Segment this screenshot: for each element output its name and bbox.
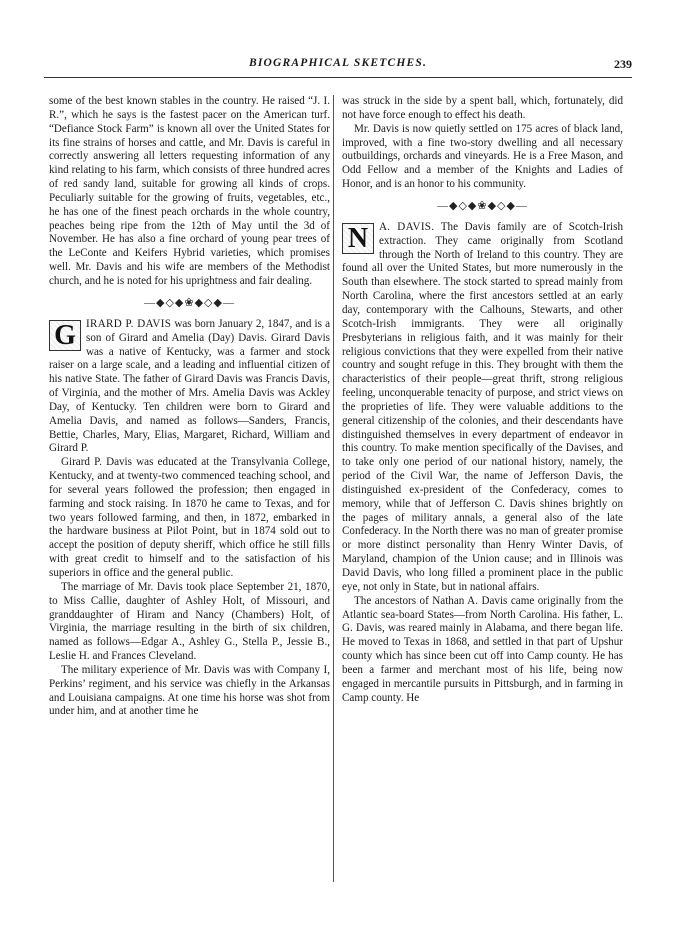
page-header: [44, 57, 632, 77]
girard-lead: IRARD P. DAVIS: [86, 317, 172, 330]
drop-cap-g: G: [49, 320, 81, 351]
left-column: [49, 95, 330, 719]
ornament-glyphs-2: —◆◇◆❀◆◇◆—: [437, 199, 528, 212]
paragraph-girard-education: Girard P. Davis was educated at the Transylvania College, Kentucky, and at twenty-two commenced teaching school, and for several years followed the profession; then engaged in farming and stock raising. In 1870 he came to Texas, and for two years followed farming, and then, in 1872, embarked in the hardware business at Pilot Point, but in 1874 sold out to accept the position of deputy sheriff, which office he still fills with great credit to himself and to the satisfaction of his superiors in office and the general public.: [49, 456, 330, 579]
section-ornament-2: [342, 199, 623, 213]
paragraph-spent-ball: was struck in the side by a spent ball, which, fortunately, did not have force enough to effect his death.: [342, 95, 623, 121]
nathan-intro-text: The Davis family are of Scotch-Irish extraction. They came originally from Scotland through the North of Ireland to this country. They are found all over the United States, but more numerously in the South than elsewhere. The stock started to spread mainly from North Carolina, where the first ancestors settled at an early day, contemporary with the Calhouns, Stewarts, and other Scotch-Irish immigrants. They were all originally Presbyterians in religious faith, and it was mainly for their religious convictions that they were expelled from their native country and sought refuge in this. They brought with them the characteristics of their people—great thrift, strong religious feeling, unconquerable tenacity of purpose, and strict views on the proprieties of life. They were valuable additions to the general citizenship of the colonies, and their descendants have distinguished themselves in every department of endeavor in this country. To make mention specifically of the Davises, and to take only one period of our national history, namely, the period of the Civil War, the name of Jefferson Davis, the distinguished ex-president of the Confederacy, comes to memory, while that of Jefferson C. Davis shines brightly on the pages of military annals, a general also of the late Confederacy. In the North there was no man of greater promise or more distinct personality than Henry Winter Davis, of Maryland, champion of the Union cause; and in Illinois was David Davis, who long filled a prominent place in the public eye, not only in State, but in national affairs.: [342, 220, 623, 593]
ornament-glyphs: —◆◇◆❀◆◇◆—: [144, 296, 235, 309]
right-column: [342, 95, 623, 705]
paragraph-stables: some of the best known stables in the country. He raised “J. I. R.”, which he says is the fastest pacer on the American turf. “Defiance Stock Farm” is known all over the United States for its fine strains of horses and cattle, and Mr. Davis is careful in correctly answering all letters requesting information of any kind relating to his farm, which consists of three hundred acres of red sandy land, suitable for growing all kinds of crops. Peculiarly suitable for the growing of fruits, vegetables, etc., he has one of the finest peach orchards in the whole country, peaches being ripe from the 12th of May until the 3d of November. He has also a fine orchard of young pear trees of the LeConte and Keifers Hybrid varieties, which promises well. Mr. Davis and his wife are members of the Methodist church, and he is noted for his uprightness and fair dealing.: [49, 95, 330, 287]
paragraph-nathan-intro: [342, 221, 623, 595]
paragraph-girard-military: The military experience of Mr. Davis was with Company I, Perkins’ regiment, and his service was chiefly in the Arkansas and Louisiana campaigns. At one time his horse was shot from under him, and at another time he: [49, 663, 330, 718]
drop-cap-n: N: [342, 223, 374, 254]
paragraph-settled: Mr. Davis is now quietly settled on 175 acres of black land, improved, with a fine two-story dwelling and all necessary outbuildings, orchards and vineyards. He is a Free Mason, and Odd Fellow and a member of the Knights and Ladies of Honor, and is an honor to his community.: [342, 122, 623, 191]
running-head: BIOGRAPHICAL SKETCHES.: [248, 57, 428, 69]
column-divider: [333, 95, 334, 882]
nathan-lead: A. DAVIS.: [379, 220, 435, 233]
page-number: 239: [614, 57, 632, 71]
header-rule: [44, 77, 632, 78]
section-ornament: [49, 296, 330, 310]
paragraph-nathan-ancestors: The ancestors of Nathan A. Davis came originally from the Atlantic sea-board States—from North Carolina. His father, L. G. Davis, was reared mainly in Alabama, and there began life. He moved to Texas in 1868, and settled in that part of Upshur county which has since been cut off into Camp county. He has been a farmer and merchant most of his life, being now engaged in mercantile pursuits in Pittsburgh, and in farming in Camp county. He: [342, 594, 623, 704]
girard-intro-text: was born January 2, 1847, and is a son of Girard and Amelia (Day) Davis. Girard Davis was a native of Kentucky, was a farmer and stock raiser on a large scale, and a leading and influential citizen of his native State. The father of Girard Davis was Francis Davis, of Virginia, and the mother of Mrs. Amelia Davis was Ackley Day, of Kentucky. Ten children were born to Girard and Amelia Davis, and named as follows—Sanders, Francis, Bettie, Charles, Mary, Elias, Margaret, Richard, William and Girard P.: [49, 317, 330, 455]
paragraph-girard-intro: [49, 318, 330, 456]
paragraph-girard-marriage: The marriage of Mr. Davis took place September 21, 1870, to Miss Callie, daughter of Ashley Holt, of Missouri, and granddaughter of Hiram and Nancy (Chambers) Holt, of Virginia, the marriage resulting in the birth of six children, named as follows—Edgar A., Ashley G., Stella P., Jessie B., Leslie H. and Frances Cleveland.: [49, 580, 330, 663]
